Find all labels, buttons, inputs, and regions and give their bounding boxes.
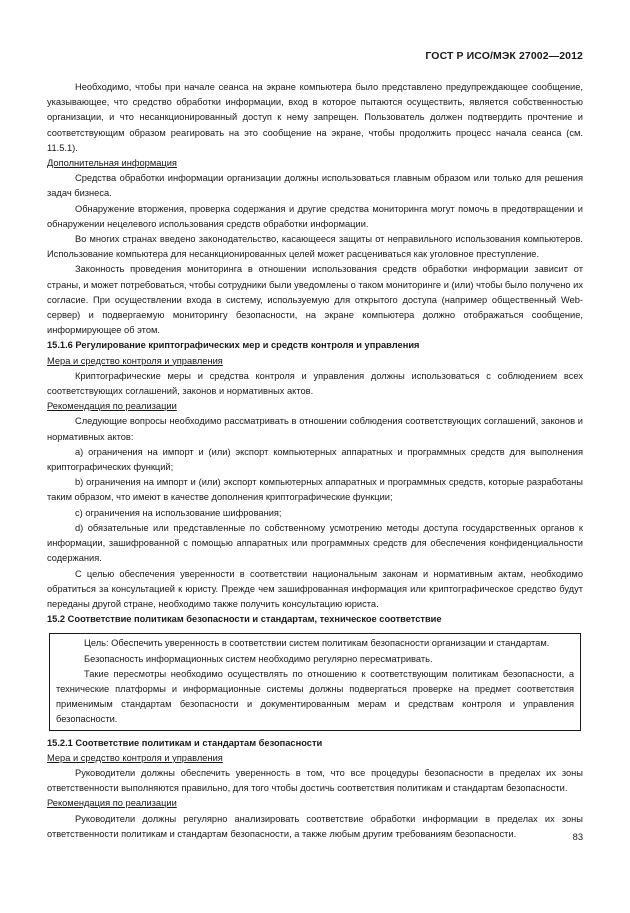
list-item: a) ограничения на импорт и (или) экспорт компьютерных аппаратных и программных средств для выполнения криптографических функций; <box>47 446 583 473</box>
page-number: 83 <box>572 832 583 842</box>
paragraph: Руководители должны обеспечить уверенность в том, что все процедуры безопасности в пределах их зоны ответственности выполняются правильно, для того чтобы достичь соответствия политикам и стандартам безопасности. <box>47 767 583 794</box>
paragraph: Средства обработки информации организации должны использоваться главным образом или только для решения задач бизнеса. <box>47 173 583 199</box>
paragraph: Необходимо, чтобы при начале сеанса на экране компьютера было представлено предупреждающее сообщение, указывающее, что средство обработки информации, вход в которое пытаются осуществить, является собственностью организации, и что несанкционированный доступ к нему запрещен. Пользователь должен подтвердить прочтение и соответствующим образом реагировать на это сообщение на экране, чтобы продолжить процесс начала сеанса (см. 11.5.1). <box>47 82 583 153</box>
subheading-control-measure: Мера и средство контроля и управления <box>47 355 223 366</box>
page-content <box>47 80 583 842</box>
paragraph: Законность проведения мониторинга в отношении использования средств обработки информации зависит от страны, и может потребоваться, чтобы сотрудники были уведомлены о таком мониторинге и (или) чтобы было получено их согласие. При осуществлении входа в систему, используемую для открытого доступа (например общественный Web-сервер) и подвергаемую мониторингу безопасности, на экране компьютера должно отображаться сообщение, информирующее об этом. <box>47 264 583 336</box>
list-item: d) обязательные или представленные по собственному усмотрению методы доступа государственных органов к информации, зашифрованной с помощью аппаратных или программных средств для обеспечения конфиденциальности содержания. <box>47 522 583 564</box>
subheading-implementation-guidance: Рекомендация по реализации <box>47 798 177 809</box>
section-heading-15-2: 15.2 Соответствие политикам безопасности и стандартам, техническое соответствие <box>47 614 442 625</box>
section-heading-15-1-6: 15.1.6 Регулирование криптографических мер и средств контроля и управления <box>47 340 420 351</box>
objective-goal: Цель: Обеспечить уверенность в соответствии систем политикам безопасности организации и стандартам. <box>84 638 550 649</box>
document-header: ГОСТ Р ИСО/МЭК 27002—2012 <box>425 50 583 62</box>
paragraph: Следующие вопросы необходимо рассматривать в отношении соблюдения соответствующих соглашений, законов и нормативных актов: <box>47 416 583 442</box>
list-item: b) ограничения на импорт и (или) экспорт компьютерных аппаратных и программных средств, которые разработаны таким образом, что имеют в качестве дополнения криптографические функции; <box>47 477 583 503</box>
paragraph: С целью обеспечения уверенности в соответствии национальным законам и нормативным актам, необходимо обратиться за консультацией к юристу. Прежде чем зашифрованная информация или криптографическое средство будут переданы другой стране, необходимо также получить консультацию юриста. <box>47 568 583 609</box>
subheading-control-measure: Мера и средство контроля и управления <box>47 752 223 763</box>
paragraph: Обнаружение вторжения, проверка содержания и другие средства мониторинга могут помочь в предотвращении и обнаружении нецелевого использования средств обработки информации. <box>47 203 583 229</box>
paragraph: Во многих странах введено законодательство, касающееся защиты от неправильного использования компьютеров. Использование компьютера для несанкционированных целей может расцениваться как уголовное преступление. <box>47 234 583 260</box>
subheading-implementation-guidance: Рекомендация по реализации <box>47 401 177 412</box>
list-item: c) ограничения на использование шифрования; <box>75 507 282 518</box>
paragraph: Руководители должны регулярно анализировать соответствие обработки информации в пределах их зоны ответственности политикам и стандартам безопасности, а также любым другим требованиям безопасности. <box>47 813 583 839</box>
paragraph: Криптографические меры и средства контроля и управления должны использоваться с соблюдением всех соответствующих соглашений, законов и нормативных актов. <box>47 370 583 397</box>
objective-paragraph: Безопасность информационных систем необходимо регулярно пересматривать. <box>84 653 433 664</box>
section-heading-15-2-1: 15.2.1 Соответствие политикам и стандартам безопасности <box>47 737 323 748</box>
objective-paragraph: Такие пересмотры необходимо осуществлять по отношению к соответствующим политикам безопасности, а технические платформы и информационные системы должны подвергаться проверке на предмет соответствия применимым стандартам безопасности и документированным мерам и средствам контроля и управления безопасности. <box>56 668 574 725</box>
subheading-additional-info: Дополнительная информация <box>47 158 177 169</box>
objective-box <box>49 633 581 730</box>
